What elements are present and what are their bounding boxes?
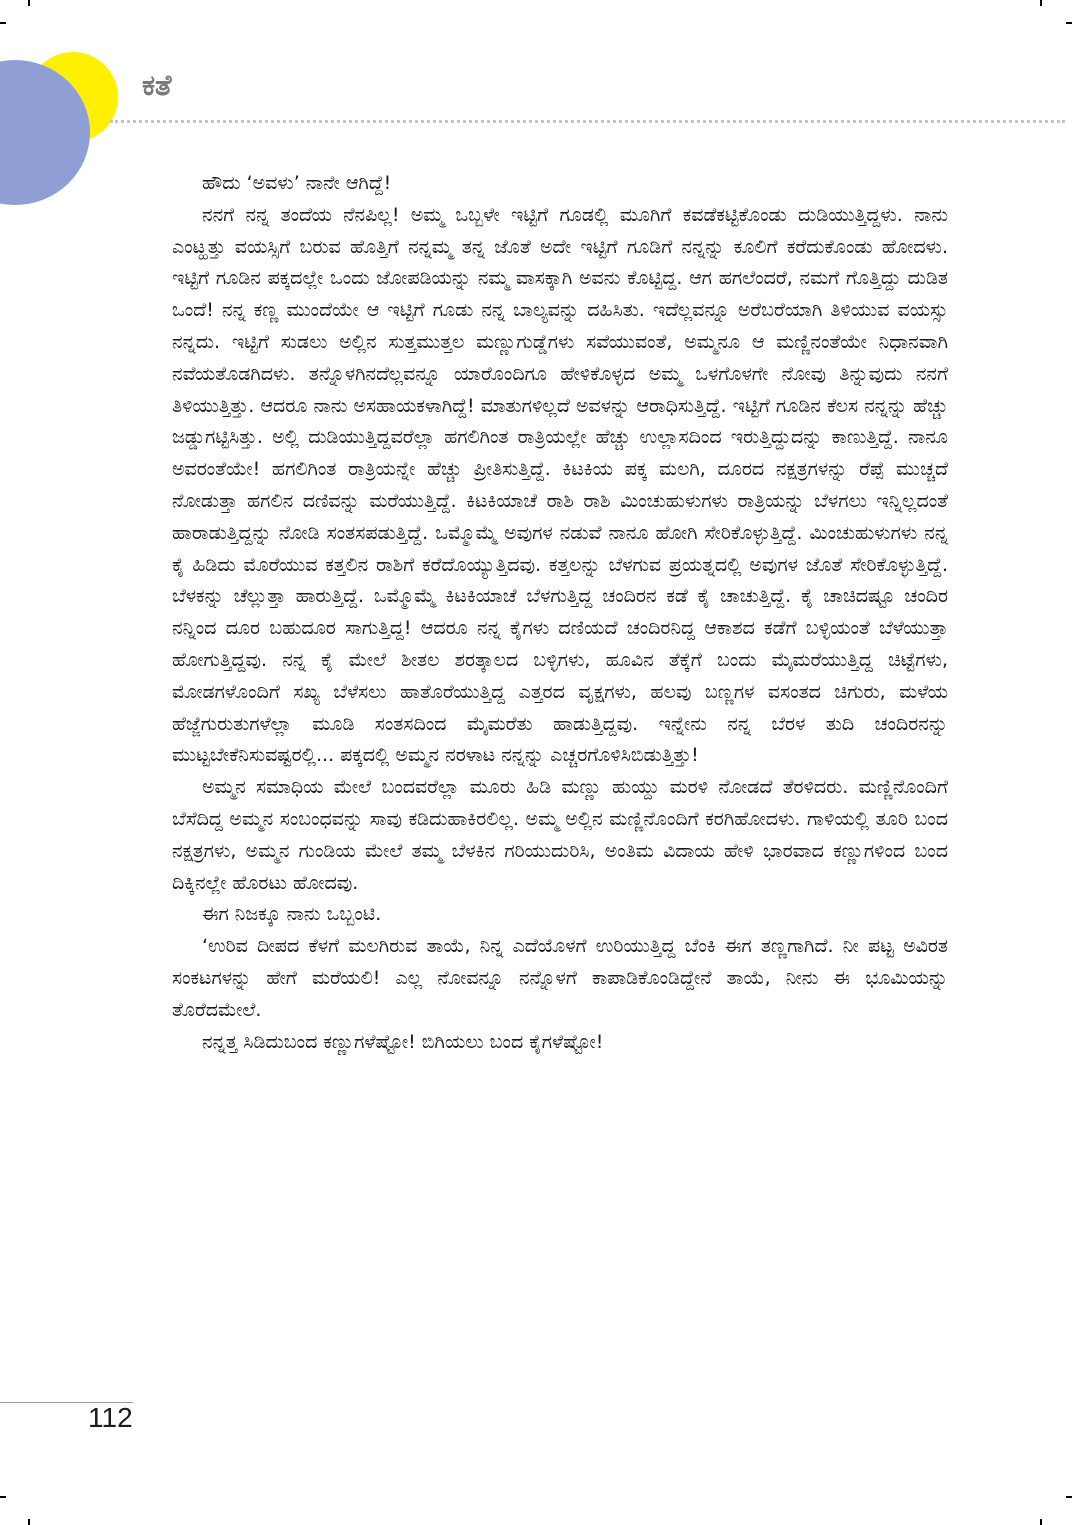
crop-mark-top-left-side [0, 22, 6, 24]
crop-mark-bottom-right [1040, 1519, 1042, 1525]
header-dotted-divider [110, 120, 1065, 123]
crop-mark-bottom-right-side [1066, 1496, 1072, 1498]
story-paragraph: ಅಮ್ಮನ ಸಮಾಧಿಯ ಮೇಲೆ ಬಂದವರೆಲ್ಲಾ ಮೂರು ಹಿಡಿ ಮಣ್ಣು ಹುಯ್ದು ಮರಳಿ ನೋಡದೆ ತೆರಳಿದರು. ಮಣ್ಣಿನೊಂದಿಗೆ ಬೆಸೆದಿದ್ದ ಅಮ್ಮನ ಸಂಬಂಧವನ್ನು ಸಾವು ಕಡಿದುಹಾಕಿರಲಿಲ್ಲ. ಅಮ್ಮ ಅಲ್ಲಿನ ಮಣ್ಣಿನೊಂದಿಗೆ ಕರಗಿಹೋದಳು. ಗಾಳಿಯಲ್ಲಿ ತೂರಿ ಬಂದ ನಕ್ಷತ್ರಗಳು, ಅಮ್ಮನ ಗುಂಡಿಯ ಮೇಲೆ ತಮ್ಮ ಬೆಳಕಿನ ಗರಿಯುದುರಿಸಿ, ಅಂತಿಮ ವಿದಾಯ ಹೇಳಿ ಭಾರವಾದ ಕಣ್ಣುಗಳಿಂದ ಬಂದ ದಿಕ್ಕಿನಲ್ಲೇ ಹೊರಟು ಹೋದವು. [172, 776, 948, 894]
crop-mark-bottom-left-side [0, 1496, 6, 1498]
story-paragraph: ಈಗ ನಿಜಕ್ಕೂ ನಾನು ಒಬ್ಬಂಟಿ. [202, 903, 382, 926]
crop-mark-top-right-side [1066, 22, 1072, 24]
crop-mark-bottom-left [28, 1519, 30, 1525]
story-paragraph: ಹೌದು ‘ಅವಳು’ ನಾನೇ ಆಗಿದ್ದೆ! [202, 172, 392, 194]
crop-mark-top-left [28, 0, 30, 6]
story-paragraph: ‘ಉರಿವ ದೀಪದ ಕೆಳಗೆ ಮಲಗಿರುವ ತಾಯೆ, ನಿನ್ನ ಎದೆಯೊಳಗೆ ಉರಿಯುತ್ತಿದ್ದ ಬೆಂಕಿ ಈಗ ತಣ್ಣಗಾಗಿದೆ. ನೀ ಪಟ್ಟ ಅವಿರತ ಸಂಕಟಗಳನ್ನು ಹೇಗೆ ಮರೆಯಲಿ! ಎಲ್ಲ ನೋವನ್ನೂ ನನ್ನೊಳಗೆ ಕಾಪಾಡಿಕೊಂಡಿದ್ದೇನೆ ತಾಯೆ, ನೀನು ಈ ಭೂಮಿಯನ್ನು ತೊರೆದಮೇಲೆ. [172, 935, 948, 1021]
story-paragraph: ನನ್ನತ್ತ ಸಿಡಿದುಬಂದ ಕಣ್ಣುಗಳೆಷ್ಟೋ! ಬಿಗಿಯಲು ಬಂದ ಕೈಗಳೆಷ್ಟೋ! [202, 1030, 604, 1053]
section-label: ಕತೆ [142, 68, 172, 102]
story-body [172, 168, 948, 1058]
crop-mark-top-right [1040, 0, 1042, 6]
story-paragraph: ನನಗೆ ನನ್ನ ತಂದೆಯ ನೆನಪಿಲ್ಲ! ಅಮ್ಮ ಒಬ್ಬಳೇ ಇಟ್ಟಿಗೆ ಗೂಡಲ್ಲಿ ಮೂಗಿಗೆ ಕವಡೆಕಟ್ಟಿಕೊಂಡು ದುಡಿಯುತ್ತಿದ್ದಳು. ನಾನು ಎಂಟ್ಹತ್ತು ವಯಸ್ಸಿಗೆ ಬರುವ ಹೊತ್ತಿಗೆ ನನ್ನಮ್ಮ ತನ್ನ ಜೊತೆ ಅದೇ ಇಟ್ಟಿಗೆ ಗೂಡಿಗೆ ನನ್ನನ್ನು ಕೂಲಿಗೆ ಕರೆದುಕೊಂಡು ಹೋದಳು. ಇಟ್ಟಿಗೆ ಗೂಡಿನ ಪಕ್ಕದಲ್ಲೇ ಒಂದು ಜೋಪಡಿಯನ್ನು ನಮ್ಮ ವಾಸಕ್ಕಾಗಿ ಅವನು ಕೊಟ್ಟಿದ್ದ. ಆಗ ಹಗಲೆಂದರೆ, ನಮಗೆ ಗೊತ್ತಿದ್ದು ದುಡಿತ ಒಂದೆ! ನನ್ನ ಕಣ್ಣ ಮುಂದೆಯೇ ಆ ಇಟ್ಟಿಗೆ ಗೂಡು ನನ್ನ ಬಾಲ್ಯವನ್ನು ದಹಿಸಿತು. ಇದೆಲ್ಲವನ್ನೂ ಅರೆಬರೆಯಾಗಿ ತಿಳಿಯುವ ವಯಸ್ಸು ನನ್ನದು. ಇಟ್ಟಿಗೆ ಸುಡಲು ಅಲ್ಲಿನ ಸುತ್ತಮುತ್ತಲ ಮಣ್ಣುಗುಡ್ಡೆಗಳು ಸವೆಯುವಂತೆ, ಅಮ್ಮನೂ ಆ ಮಣ್ಣಿನಂತೆಯೇ ನಿಧಾನವಾಗಿ ನವೆಯತೊಡಗಿದಳು. ತನ್ನೊಳಗಿನದೆಲ್ಲವನ್ನೂ ಯಾರೊಂದಿಗೂ ಹೇಳಿಕೊಳ್ಳದ ಅಮ್ಮ ಒಳಗೊಳಗೇ ನೋವು ತಿನ್ನುವುದು ನನಗೆ ತಿಳಿಯುತ್ತಿತ್ತು. ಆದರೂ ನಾನು ಅಸಹಾಯಕಳಾಗಿದ್ದೆ! ಮಾತುಗಳಿಲ್ಲದೆ ಅವಳನ್ನು ಆರಾಧಿಸುತ್ತಿದ್ದೆ. ಇಟ್ಟಿಗೆ ಗೂಡಿನ ಕೆಲಸ ನನ್ನನ್ನು ಹೆಚ್ಚು ಜಡ್ಡುಗಟ್ಟಿಸಿತ್ತು. ಅಲ್ಲಿ ದುಡಿಯುತ್ತಿದ್ದವರೆಲ್ಲಾ ಹಗಲಿಗಿಂತ ರಾತ್ರಿಯಲ್ಲೇ ಹೆಚ್ಚು ಉಲ್ಲಾಸದಿಂದ ಇರುತ್ತಿದ್ದುದನ್ನು ಕಾಣುತ್ತಿದ್ದೆ. ನಾನೂ ಅವರಂತೆಯೇ! ಹಗಲಿಗಿಂತ ರಾತ್ರಿಯನ್ನೇ ಹೆಚ್ಚು ಪ್ರೀತಿಸುತ್ತಿದ್ದೆ. ಕಿಟಕಿಯ ಪಕ್ಕ ಮಲಗಿ, ದೂರದ ನಕ್ಷತ್ರಗಳನ್ನು ರೆಪ್ಪೆ ಮುಚ್ಚದೆ ನೋಡುತ್ತಾ ಹಗಲಿನ ದಣಿವನ್ನು ಮರೆಯುತ್ತಿದ್ದೆ. ಕಿಟಕಿಯಾಚೆ ರಾಶಿ ರಾಶಿ ಮಿಂಚುಹುಳುಗಳು ರಾತ್ರಿಯನ್ನು ಬೆಳಗಲು ಇನ್ನಿಲ್ಲದಂತೆ ಹಾರಾಡುತ್ತಿದ್ದನ್ನು ನೋಡಿ ಸಂತಸಪಡುತ್ತಿದ್ದೆ. ಒಮ್ಮೊಮ್ಮೆ ಅವುಗಳ ನಡುವೆ ನಾನೂ ಹೋಗಿ ಸೇರಿಕೊಳ್ಳುತ್ತಿದ್ದೆ. ಮಿಂಚುಹುಳುಗಳು ನನ್ನ ಕೈ ಹಿಡಿದು ಮೊರೆಯುವ ಕತ್ತಲಿನ ರಾಶಿಗೆ ಕರೆದೊಯ್ಯುತ್ತಿದವು. ಕತ್ತಲನ್ನು ಬೆಳಗುವ ಪ್ರಯತ್ನದಲ್ಲಿ ಅವುಗಳ ಜೊತೆ ಸೇರಿಕೊಳ್ಳುತ್ತಿದ್ದೆ. ಬೆಳಕನ್ನು ಚೆಲ್ಲುತ್ತಾ ಹಾರುತ್ತಿದ್ದೆ. ಒಮ್ಮೊಮ್ಮೆ ಕಿಟಕಿಯಾಚೆ ಬೆಳಗುತ್ತಿದ್ದ ಚಂದಿರನ ಕಡೆ ಕೈ ಚಾಚುತ್ತಿದ್ದೆ. ಕೈ ಚಾಚಿದಷ್ಟೂ ಚಂದಿರ ನನ್ನಿಂದ ದೂರ ಬಹುದೂರ ಸಾಗುತ್ತಿದ್ದ! ಆದರೂ ನನ್ನ ಕೈಗಳು ದಣಿಯದೆ ಚಂದಿರನಿದ್ದ ಆಕಾಶದ ಕಡೆಗೆ ಬಳ್ಳಿಯಂತೆ ಬೆಳೆಯುತ್ತಾ ಹೋಗುತ್ತಿದ್ದವು. ನನ್ನ ಕೈ ಮೇಲೆ ಶೀತಲ ಶರತ್ಕಾಲದ ಬಳ್ಳಿಗಳು, ಹೂವಿನ ತೆಕ್ಕೆಗೆ ಬಂದು ಮೈಮರೆಯುತ್ತಿದ್ದ ಚಿಟ್ಟೆಗಳು, ಮೋಡಗಳೊಂದಿಗೆ ಸಖ್ಯ ಬೆಳೆಸಲು ಹಾತೊರೆಯುತ್ತಿದ್ದ ಎತ್ತರದ ವೃಕ್ಷಗಳು, ಹಲವು ಬಣ್ಣಗಳ ವಸಂತದ ಚಿಗುರು, ಮಳೆಯ ಹೆಜ್ಜೆಗುರುತುಗಳೆಲ್ಲಾ ಮೂಡಿ ಸಂತಸದಿಂದ ಮೈಮರೆತು ಹಾಡುತ್ತಿದ್ದವು. ಇನ್ನೇನು ನನ್ನ ಬೆರಳ ತುದಿ ಚಂದಿರನನ್ನು ಮುಟ್ಟಬೇಕೆನಿಸುವಷ್ಟರಲ್ಲಿ... ಪಕ್ಕದಲ್ಲಿ ಅಮ್ಮನ ನರಳಾಟ ನನ್ನನ್ನು ಎಚ್ಚರಗೊಳಿಸಿಬಿಡುತ್ತಿತ್ತು! [172, 203, 948, 767]
page-number: 112 [88, 1402, 133, 1433]
